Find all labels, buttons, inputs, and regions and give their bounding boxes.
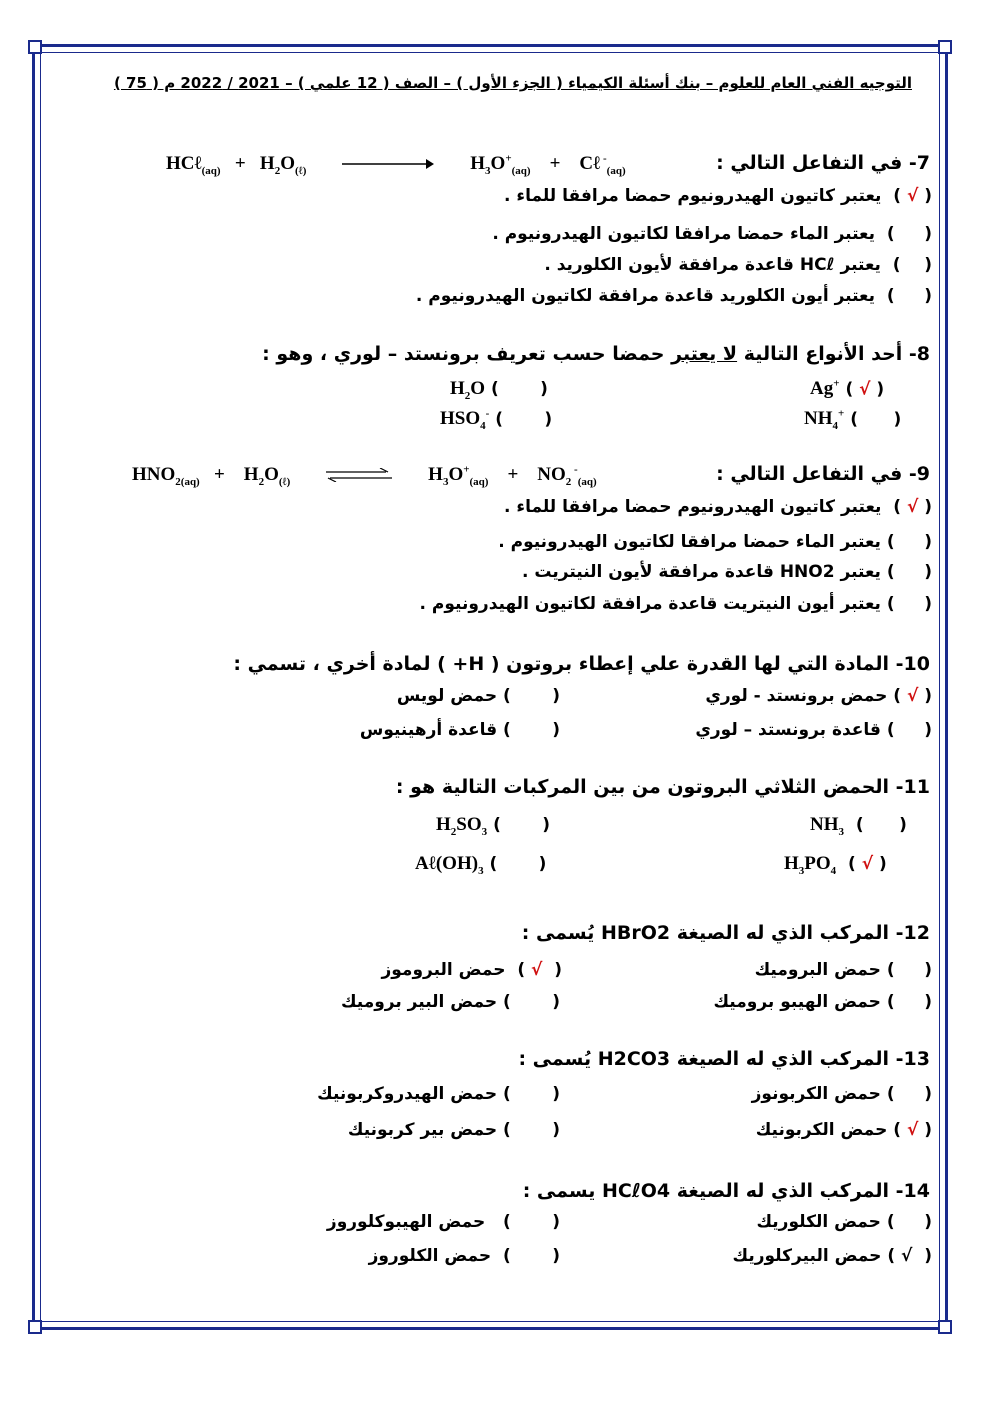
q11-option-aloh3[interactable]: $A\ell(OH)_3$ ( ) bbox=[415, 853, 547, 877]
check-mark-icon: √ bbox=[906, 1120, 919, 1140]
q10-option-2[interactable]: ( ) حمض لويس bbox=[396, 686, 560, 706]
q8-option-nh4[interactable]: $NH_4^+$ ( ) bbox=[804, 408, 902, 433]
q9-option-4[interactable]: ( ) يعتبر أيون النيتريت قاعدة مرافقة لكاتيون الهيدرونيوم . bbox=[419, 594, 932, 614]
q13-option-2[interactable]: ( ) حمض الهيدروكربونيك bbox=[317, 1084, 560, 1104]
q12-option-3[interactable]: ( ) حمض الهيبو بروميك bbox=[713, 992, 932, 1012]
check-mark-icon: √ bbox=[531, 960, 543, 980]
border-corner bbox=[938, 1320, 952, 1334]
check-mark-icon: √ bbox=[859, 379, 871, 400]
q9-option-2[interactable]: ( ) يعتبر الماء حمضا مرافقا لكاتيون الهيدرونيوم . bbox=[498, 532, 932, 552]
q8-option-ag[interactable]: Ag+ ( √ ) bbox=[810, 378, 885, 400]
q12-option-1[interactable]: ( ) حمض البروميك bbox=[754, 960, 932, 980]
border-corner bbox=[938, 40, 952, 54]
question-9-title: 9- في التفاعل التالي : bbox=[716, 463, 930, 485]
border-corner bbox=[28, 1320, 42, 1334]
check-mark-icon: √ bbox=[861, 854, 874, 874]
q13-option-4[interactable]: ( ) حمض بير كربونيك bbox=[347, 1120, 560, 1140]
question-8-title: 8- أحد الأنواع التالية لا يعتبر حمضا حسب تعريف برونستد – لوري ، وهو : bbox=[262, 343, 930, 365]
question-12-title: 12- المركب الذي له الصيغة HBrO2 يُسمى : bbox=[521, 922, 930, 944]
q14-option-3[interactable]: ( √ ) حمض البيركلوريك bbox=[732, 1246, 932, 1266]
question-7-equation: HCℓ$_{(aq)}$ + $H_2O_{(\ell)}$ $H_3O^+_{(aq)}$ + Cℓ -$_{(aq)}$ bbox=[166, 153, 626, 178]
q12-option-4[interactable]: ( ) حمض البير بروميك bbox=[340, 992, 560, 1012]
check-mark-icon: √ bbox=[901, 1246, 913, 1266]
q7-option-4[interactable]: ( ) يعتبر أيون الكلوريد قاعدة مرافقة لكاتيون الهيدرونيوم . bbox=[415, 286, 932, 306]
question-7-title: 7- في التفاعل التالي : bbox=[716, 152, 930, 174]
q8-option-h2o[interactable]: $H_2O$ ( ) bbox=[450, 378, 548, 402]
q9-option-3[interactable]: ( ) يعتبر HNO2 قاعدة مرافقة لأيون النيتريت . bbox=[521, 562, 932, 582]
q14-option-2[interactable]: ( ) حمض الهيبوكلوروز bbox=[326, 1212, 560, 1232]
q8-option-hso4[interactable]: $HSO_4^-$ ( ) bbox=[440, 408, 553, 433]
q10-option-1[interactable]: ( √ ) حمض برونستد - لوري bbox=[705, 686, 932, 706]
q11-option-h3po4[interactable]: $H_3PO_4$ ( √ ) bbox=[784, 853, 887, 877]
q9-option-1[interactable]: ( √ ) يعتبر كاتيون الهيدرونيوم حمضا مرافقا للماء . bbox=[504, 497, 932, 517]
q14-option-1[interactable]: ( ) حمض الكلوريك bbox=[756, 1212, 932, 1232]
check-mark-icon: √ bbox=[906, 186, 919, 206]
question-14-title: 14- المركب الذي له الصيغة HCℓO4 يسمى : bbox=[522, 1180, 930, 1202]
q7-option-3[interactable]: ( ) يعتبر HCℓ قاعدة مرافقة لأيون الكلوريد . bbox=[544, 255, 932, 275]
q11-option-nh3[interactable]: $NH_3$ ( ) bbox=[810, 814, 907, 838]
equilibrium-arrow-icon bbox=[326, 468, 392, 482]
border-corner bbox=[28, 40, 42, 54]
q10-option-4[interactable]: ( ) قاعدة أرهينيوس bbox=[359, 720, 560, 740]
q14-option-4[interactable]: ( ) حمض الكلوروز bbox=[368, 1246, 560, 1266]
q12-option-2[interactable]: ( √ ) حمض البروموز bbox=[381, 960, 562, 980]
q7-option-2[interactable]: ( ) يعتبر الماء حمضا مرافقا لكاتيون الهيدرونيوم . bbox=[492, 224, 932, 244]
q10-option-3[interactable]: ( ) قاعدة برونستد – لوري bbox=[695, 720, 932, 740]
check-mark-icon: √ bbox=[906, 686, 919, 706]
question-9-equation: $HNO_{2(aq)}$ + $H_2O_{(\ell)}$ $H_3O^+_{(aq)}$ + $NO_2$ -$_{(aq)}$ bbox=[132, 464, 597, 489]
q13-option-3[interactable]: ( √ ) حمض الكربونيك bbox=[755, 1120, 932, 1140]
question-11-title: 11- الحمض الثلاثي البروتون من بين المركبات التالية هو : bbox=[395, 776, 930, 798]
reaction-arrow-icon bbox=[342, 157, 434, 171]
q11-option-h2so3[interactable]: $H_2SO_3$ ( ) bbox=[436, 814, 551, 838]
page-header: التوجيه الفني العام للعلوم – بنك أسئلة الكيمياء ( الجزء الأول ) – الصف ( 12 علمي ) – 2021 / 2022 م ( 75 ) bbox=[113, 74, 912, 92]
q13-option-1[interactable]: ( ) حمض الكربونوز bbox=[751, 1084, 932, 1104]
q7-option-1[interactable]: ( √ ) يعتبر كاتيون الهيدرونيوم حمضا مرافقا للماء . bbox=[504, 186, 932, 206]
question-10-title: 10- المادة التي لها القدرة علي إعطاء بروتون ( H+ ) لمادة أخري ، تسمي : bbox=[233, 653, 930, 675]
question-13-title: 13- المركب الذي له الصيغة H2CO3 يُسمى : bbox=[518, 1048, 930, 1070]
check-mark-icon: √ bbox=[906, 497, 919, 517]
